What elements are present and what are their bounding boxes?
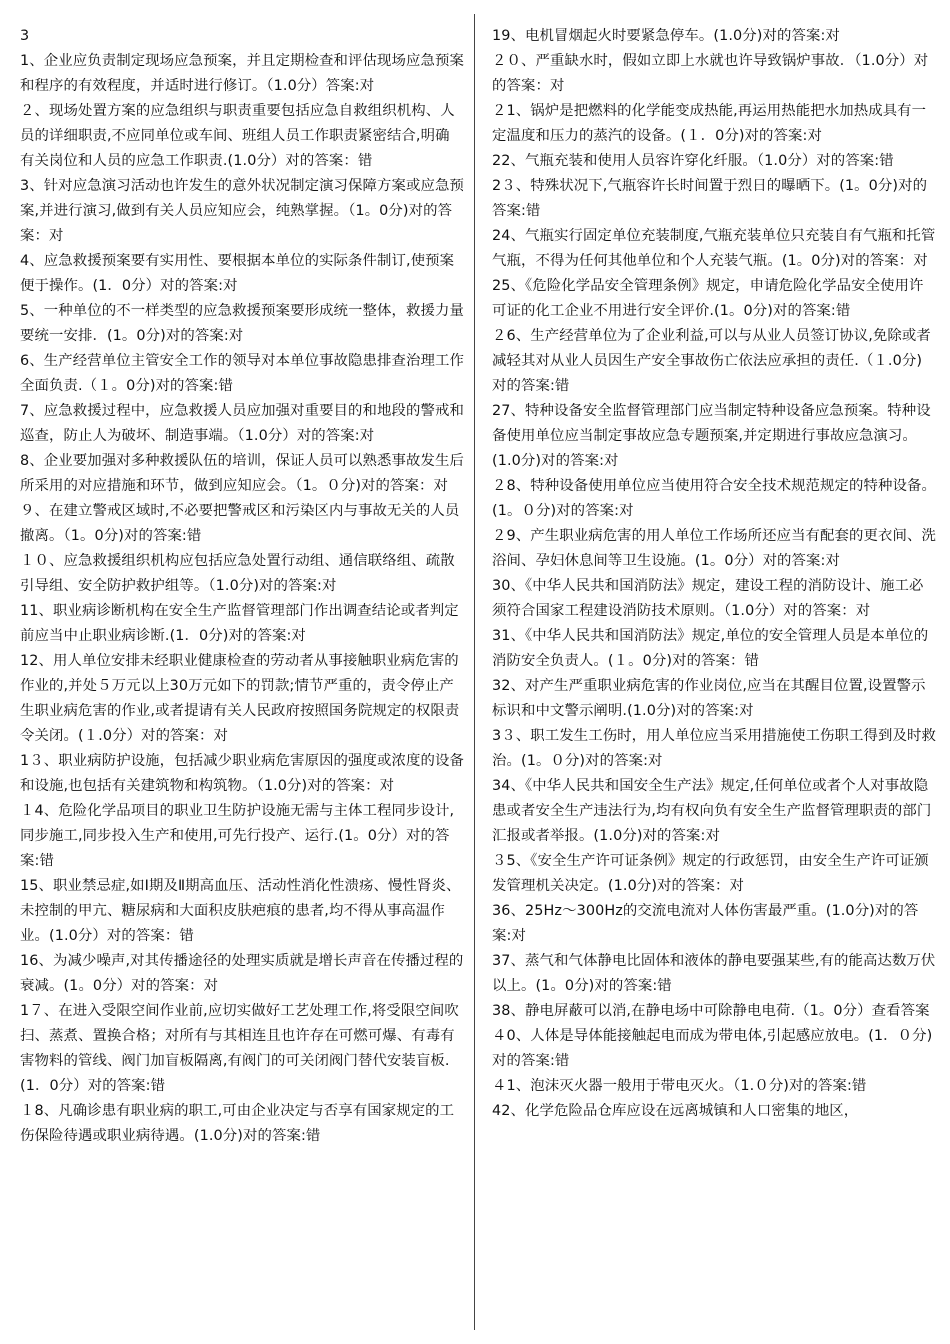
question-28: ２8、特种设备使用单位应当使用符合安全技术规范规定的特种设备。(1。０分)对的答案:对 xyxy=(492,478,936,519)
question-7: 7、应急救援过程中，应急救援人员应加强对重要目的和地段的警戒和巡查，防止人为破坏、制造事端。（1.0分）对的答案:对 xyxy=(20,403,464,444)
question-23: 2３、特殊状况下,气瓶容许长时间置于烈日的曝晒下。(1。0分)对的答案:错 xyxy=(492,178,928,219)
question-22: 22、气瓶充装和使用人员容许穿化纤服。（1.0分）对的答案:错 xyxy=(492,153,894,169)
question-30: 30、《中华人民共和国消防法》规定，建设工程的消防设计、施工必须符合国家工程建设消防技术原则。（1.0分）对的答案：对 xyxy=(492,578,924,619)
question-32: 32、对产生严重职业病危害的作业岗位,应当在其醒目位置,设置警示标识和中文警示阐明.(1.0分)对的答案:对 xyxy=(492,678,926,719)
question-19: 19、电机冒烟起火时要紧急停车。(1.0分)对的答案:对 xyxy=(492,28,840,44)
question-18: １8、凡确诊患有职业病的职工,可由企业决定与否享有国家规定的工伤保险待遇或职业病待遇。(1.0分)对的答案:错 xyxy=(20,1103,455,1144)
question-33: 3３、职工发生工伤时，用人单位应当采用措施使工伤职工得到及时救治。(1。０分)对的答案:对 xyxy=(492,728,936,769)
question-21: ２1、锅炉是把燃料的化学能变成热能,再运用热能把水加热成具有一定温度和压力的蒸汽的设备。(１．0分)对的答案:对 xyxy=(492,103,927,144)
question-29: ２9、产生职业病危害的用人单位工作场所还应当有配套的更衣间、洗浴间、孕妇休息间等卫生设施。(1。0分）对的答案:对 xyxy=(492,528,936,569)
question-26: ２6、生产经营单位为了企业利益,可以与从业人员签订协议,免除或者减轻其对从业人员因生产安全事故伤亡依法应承担的责任.（１.0分)对的答案:错 xyxy=(492,328,931,394)
question-42: 42、化学危险品仓库应设在远离城镇和人口密集的地区， xyxy=(492,1103,859,1119)
question-9: ９、在建立警戒区域时,不必要把警戒区和污染区内与事故无关的人员撤离。（1。0分)对的答案:错 xyxy=(20,503,460,544)
question-24: 24、气瓶实行固定单位充装制度,气瓶充装单位只充装自有气瓶和托管气瓶，不得为任何其他单位和个人充装气瓶。(1。0分)对的答案：对 xyxy=(492,228,936,269)
question-41: ４1、泡沫灭火器一般用于带电灭火。（1.０分)对的答案:错 xyxy=(492,1078,867,1094)
question-37: 37、蒸气和气体静电比固体和液体的静电要强某些,有的能高达数万伏以上。(1。0分)对的答案:错 xyxy=(492,953,936,994)
question-17: 1７、在进入受限空间作业前,应切实做好工艺处理工作,将受限空间吹扫、蒸煮、置换合格；对所有与其相连且也许存在可燃可爆、有毒有害物料的管线、阀门加盲板隔离,有阀门的可关闭阀门替代安装盲板.(1．0分）对的答案:错 xyxy=(20,1003,459,1094)
question-14: １4、危险化学品项目的职业卫生防护设施无需与主体工程同步设计,同步施工,同步投入生产和使用,可先行投产、运行.(1。0分）对的答案:错 xyxy=(20,803,455,869)
question-36: 36、25Hz～300Hz的交流电流对人体伤害最严重。(1.0分)对的答案:对 xyxy=(492,903,919,944)
question-11: 11、职业病诊断机构在安全生产监督管理部门作出调查结论或者判定前应当中止职业病诊断.(1．0分)对的答案:对 xyxy=(20,603,459,644)
left-column xyxy=(20,24,464,1149)
question-31: 31、《中华人民共和国消防法》规定,单位的安全管理人员是本单位的消防安全负责人。(１。0分)对的答案：错 xyxy=(492,628,929,669)
question-12: 12、用人单位安排未经职业健康检查的劳动者从事接触职业病危害的作业的,并处５万元以上30万元如下的罚款;情节严重的，责令停止产生职业病危害的作业,或者提请有关人民政府按照国务院规定的权限责令关闭。(１.0分）对的答案：对 xyxy=(20,653,460,744)
question-6: 6、生产经营单位主管安全工作的领导对本单位事故隐患排查治理工作全面负责.（１。0分)对的答案:错 xyxy=(20,353,464,394)
page-number: 3 xyxy=(20,28,30,44)
question-40: ４0、人体是导体能接触起电而成为带电体,引起感应放电。(1．０分)对的答案:错 xyxy=(492,1028,933,1069)
question-27: 27、特种设备安全监督管理部门应当制定特种设备应急预案。特种设备使用单位应当制定事故应急专题预案,并定期进行事故应急演习。(1.0分)对的答案:对 xyxy=(492,403,931,469)
question-16: 16、为减少噪声,对其传播途径的处理实质就是增长声音在传播过程的衰减。(1。0分）对的答案：对 xyxy=(20,953,464,994)
question-20: ２０、严重缺水时，假如立即上水就也许导致锅炉事故．（1.0分）对的答案：对 xyxy=(492,53,929,94)
question-35: ３5、《安全生产许可证条例》规定的行政惩罚，由安全生产许可证颁发管理机关决定。(1.0分)对的答案：对 xyxy=(492,853,929,894)
question-3: 3、针对应急演习活动也许发生的意外状况制定演习保障方案或应急预案,并进行演习,做到有关人员应知应会，纯熟掌握。（1。0分)对的答案：对 xyxy=(20,178,464,244)
question-34: 34、《中华人民共和国安全生产法》规定,任何单位或者个人对事故隐患或者安全生产违法行为,均有权向负有安全生产监督管理职责的部门汇报或者举报。(1.0分)对的答案:对 xyxy=(492,778,932,844)
question-15: 15、职业禁忌症,如Ⅰ期及Ⅱ期高血压、活动性消化性溃疡、慢性肾炎、未控制的甲亢、糖尿病和大面积皮肤疤痕的患者,均不得从事高温作业。(1.0分）对的答案：错 xyxy=(20,878,461,944)
question-38: 38、静电屏蔽可以消,在静电场中可除静电电荷.（1。0分）查看答案 xyxy=(492,1003,930,1019)
question-25: 25、《危险化学品安全管理条例》规定，申请危险化学品安全使用许可证的化工企业不用进行安全评价.(1。0分)对的答案:错 xyxy=(492,278,924,319)
right-column xyxy=(492,24,936,1124)
question-13: 1３、职业病防护设施，包括减少职业病危害原因的强度或浓度的设备和设施,也包括有关建筑物和构筑物。（1.0分)对的答案：对 xyxy=(20,753,464,794)
question-10: １０、应急救援组织机构应包括应急处置行动组、通信联络组、疏散引导组、安全防护救护组等。（1.0分)对的答案:对 xyxy=(20,553,455,594)
question-2: ２、现场处置方案的应急组织与职责重要包括应急自救组织机构、人员的详细职责,不应同单位或车间、班组人员工作职责紧密结合,明确有关岗位和人员的应急工作职责.(1.0分）对的答案：错 xyxy=(20,103,455,169)
question-5: 5、一种单位的不一样类型的应急救援预案要形成统一整体，救援力量要统一安排．(1。0分)对的答案:对 xyxy=(20,303,464,344)
column-divider xyxy=(474,14,475,1330)
question-4: 4、应急救援预案要有实用性、要根据本单位的实际条件制订,使预案便于操作。(1．0分）对的答案:对 xyxy=(20,253,455,294)
question-1: 1、企业应负责制定现场应急预案，并且定期检查和评估现场应急预案和程序的有效程度，并适时进行修订。（1.0分）答案:对 xyxy=(20,53,464,94)
question-8: 8、企业要加强对多种救援队伍的培训，保证人员可以熟悉事故发生后所采用的对应措施和环节，做到应知应会。（1。０分)对的答案：对 xyxy=(20,453,464,494)
